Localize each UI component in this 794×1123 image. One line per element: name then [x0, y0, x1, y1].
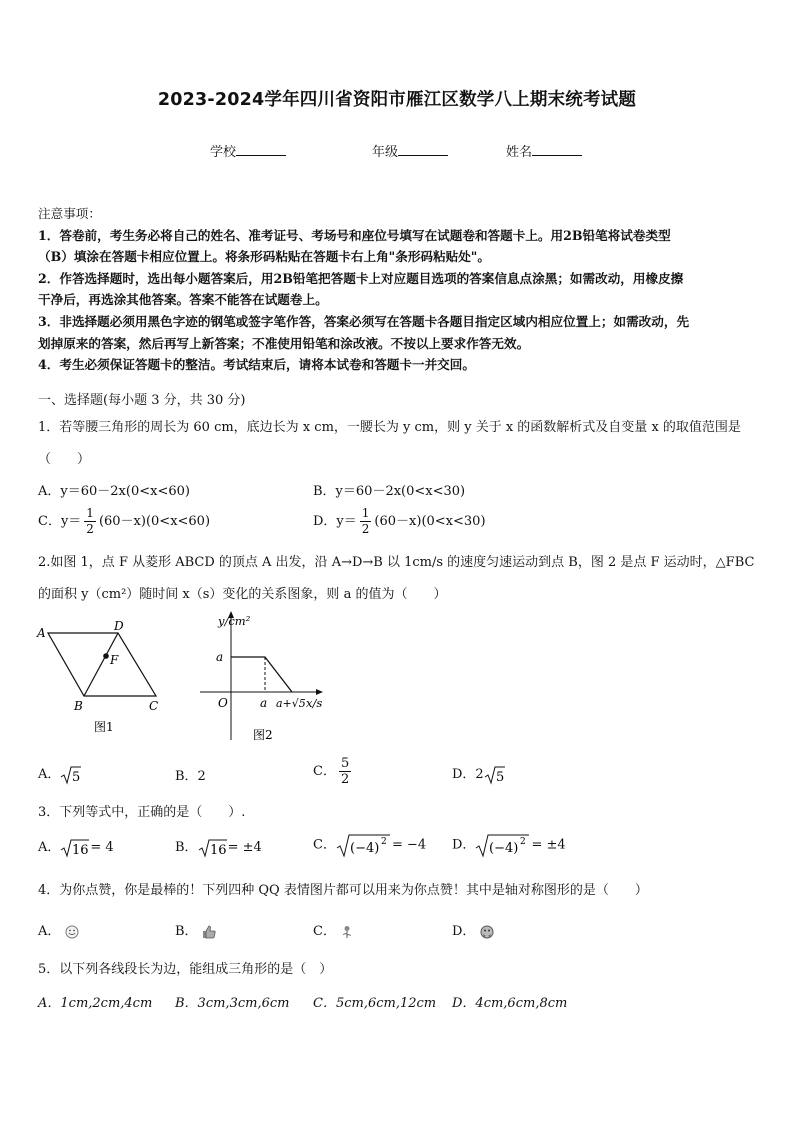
q4-option-d[interactable]: [452, 920, 494, 939]
clapping-face-icon: [480, 925, 494, 939]
rose-icon: [340, 925, 354, 939]
label-c: C: [149, 699, 159, 713]
x-value-a: a: [260, 696, 268, 710]
exam-notes: [38, 203, 762, 376]
q2-option-c[interactable]: [313, 756, 354, 787]
radical-sign: [198, 838, 228, 858]
q2-option-a[interactable]: [38, 763, 82, 785]
q5-option-d[interactable]: D．4cm,6cm,8cm: [452, 996, 568, 1011]
option-label: A．: [38, 840, 61, 855]
fraction: [84, 506, 96, 537]
q1-option-d[interactable]: [313, 506, 486, 537]
q1-stem: 1．若等腰三角形的周长为 60 cm，底边长为 x cm，一腰长为 y cm，则 y 关于 x 的函数解析式及自变量 x 的取值范围是: [38, 420, 741, 435]
q5-option-c[interactable]: C．5cm,6cm,12cm: [313, 996, 437, 1011]
grade-label: 年级: [372, 145, 399, 160]
name-label: 姓名: [506, 145, 533, 160]
radicand: (−4): [489, 841, 519, 856]
q3-stem: 3．下列等式中，正确的是（ ）.: [38, 805, 246, 820]
option-label: D．: [452, 924, 476, 939]
rhs: = ±4: [531, 837, 566, 853]
option-label: C．: [313, 837, 336, 853]
q3-option-c[interactable]: [313, 832, 426, 858]
q3-option-d[interactable]: [452, 832, 566, 858]
rhs: = 4: [90, 840, 114, 855]
sqrt-expression: [60, 765, 82, 785]
school-blank[interactable]: [236, 141, 286, 156]
radical-sign: [336, 832, 392, 858]
q1-c-suffix: (60－x)(0<x<60): [98, 514, 211, 529]
figure-2-graph: [196, 608, 336, 746]
frac-num: 1: [86, 506, 94, 520]
q1-d-prefix: D．y＝: [313, 514, 357, 529]
radicand: 5: [72, 769, 81, 785]
rhs: = −4: [391, 837, 427, 853]
radicand: 16: [209, 842, 227, 858]
q3-option-b[interactable]: [175, 836, 262, 858]
grade-field: [372, 141, 448, 160]
frac-num: 5: [340, 756, 350, 771]
fraction: [339, 756, 351, 787]
option-label: A．: [38, 767, 61, 782]
frac-den: 2: [361, 522, 370, 536]
q1-option-a[interactable]: A．y＝60－2x(0<x<60): [38, 484, 190, 499]
frac-den: 2: [86, 522, 94, 536]
q4-option-c[interactable]: [313, 920, 354, 939]
y-value-a: a: [216, 650, 224, 664]
radicand: (−4): [349, 841, 380, 856]
note-line: （B）填涂在答题卡相应位置上。将条形码粘贴在答题卡右上角"条形码粘贴处"。: [38, 249, 490, 265]
q5-option-b[interactable]: B．3cm,3cm,6cm: [175, 996, 290, 1011]
q4-option-a[interactable]: [38, 920, 79, 939]
school-label: 学校: [210, 145, 237, 160]
note-line: 3．非选择题必须用黑色字迹的钢笔或签字笔作答，答案必须写在答题卡各题目指定区域内相应位置上；如需改动，先: [38, 313, 690, 329]
q3-option-a[interactable]: [38, 836, 114, 858]
q5-stem: 5．以下列各线段长为边，能组成三角形的是（ ）: [38, 962, 333, 977]
q1-option-c[interactable]: [38, 506, 210, 537]
label-a: A: [37, 626, 46, 640]
q4-option-b[interactable]: [175, 920, 216, 939]
thumbs-up-icon: [202, 925, 216, 939]
note-line: 2．作答选择题时，选出每小题答案后，用2B铅笔把答题卡上对应题目选项的答案信息点涂黑；如需改动，用橡皮擦: [38, 270, 684, 286]
frac-num: 1: [361, 506, 370, 520]
radical-sign: [60, 765, 82, 785]
figure-1-rhombus: [34, 620, 169, 735]
q1-c-prefix: C．y＝: [38, 514, 82, 529]
q1-d-suffix: (60－x)(0<x<30): [374, 514, 486, 529]
note-line: 划掉原来的答案，然后再写上新答案；不准使用铅笔和涂改液。不按以上要求作答无效。: [38, 335, 530, 351]
note-line: 1．答卷前，考生务必将自己的姓名、准考证号、考场号和座位号填写在试题卷和答题卡上。用2B铅笔将试卷类型: [38, 227, 671, 243]
exponent: 2: [520, 837, 527, 847]
option-label: B．: [175, 840, 198, 855]
note-line: 干净后，再选涂其他答案。答案不能答在试题卷上。: [38, 292, 328, 308]
frac-den: 2: [340, 772, 350, 787]
smiley-face-icon: [65, 925, 79, 939]
option-label: B．: [175, 924, 198, 939]
exponent: 2: [380, 837, 387, 847]
school-field: [210, 141, 286, 160]
radicand: 16: [72, 842, 89, 858]
notes-heading: 注意事项：: [38, 206, 101, 221]
label-d: D: [114, 620, 124, 633]
q5-option-a[interactable]: A．1cm,2cm,4cm: [38, 996, 153, 1011]
q2-stem: 2.如图 1，点 F 从菱形 ABCD 的顶点 A 出发，沿 A→D→B 以 1cm/s 的速度匀速运动到点 B，图 2 是点 F 运动时，△FBC: [38, 555, 755, 570]
note-line: 4．考生必须保证答题卡的整洁。考试结束后，请将本试卷和答题卡一并交回。: [38, 357, 475, 373]
rhs: = ±4: [227, 840, 262, 855]
q2-option-d[interactable]: [452, 763, 506, 785]
radicand: 5: [495, 769, 504, 785]
label-b: B: [74, 699, 83, 713]
option-label: C．: [313, 924, 336, 939]
option-label: C．: [313, 764, 336, 779]
option-label: D．: [452, 837, 476, 853]
origin-label: O: [218, 696, 228, 710]
radical-sign: [484, 765, 506, 785]
x-axis-label: x/s: [306, 696, 323, 710]
radical-sign: [475, 832, 531, 858]
sqrt-expression: [484, 765, 506, 785]
option-label: A．: [38, 924, 61, 939]
name-field: [506, 141, 582, 160]
fraction: [360, 506, 372, 537]
q2-option-b[interactable]: B．2: [175, 769, 206, 784]
page-title: 2023-2024学年四川省资阳市雁江区数学八上期末统考试题: [157, 90, 637, 110]
x-value-a-plus-root5: a+√5: [276, 697, 306, 710]
q2-stem-line2: 的面积 y（cm²）随时间 x（s）变化的关系图象，则 a 的值为（ ）: [38, 587, 447, 602]
grade-blank[interactable]: [398, 141, 448, 156]
section-heading: 一、选择题(每小题 3 分，共 30 分): [38, 393, 246, 408]
q1-stem-paren: （ ）: [38, 452, 91, 467]
label-f: F: [110, 653, 119, 667]
radical-sign: [60, 838, 90, 858]
name-blank[interactable]: [532, 141, 582, 156]
q1-option-b[interactable]: B．y＝60－2x(0<x<30): [313, 484, 466, 499]
fig1-caption: 图1: [94, 720, 114, 734]
y-axis-label: y/cm²: [218, 614, 251, 628]
option-label: D．2: [452, 767, 484, 782]
fig2-caption: 图2: [253, 728, 273, 742]
q4-stem: 4．为你点赞，你是最棒的！下列四种 QQ 表情图片都可以用来为你点赞！其中是轴对称图形的是（ ）: [38, 883, 648, 898]
